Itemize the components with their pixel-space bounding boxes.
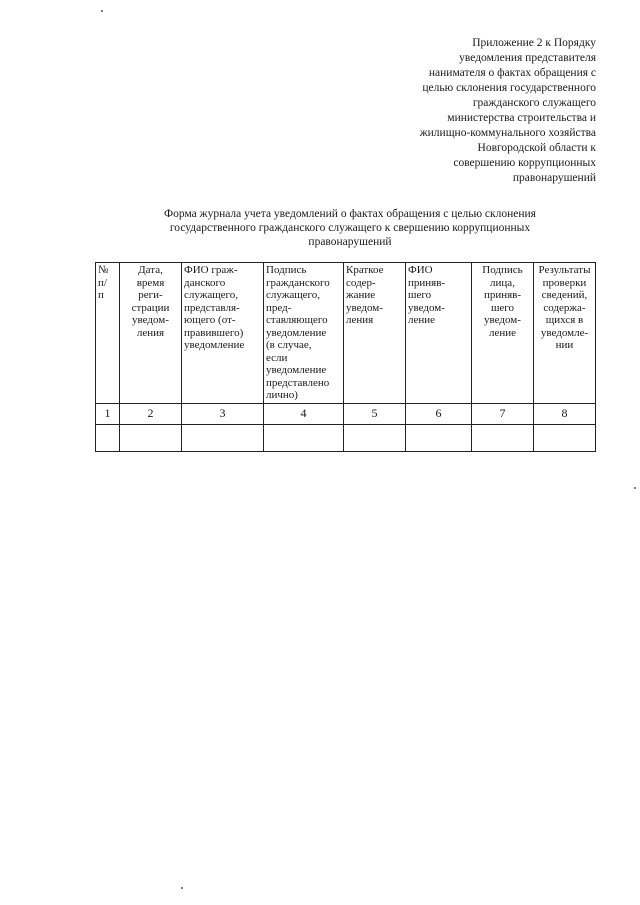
table-cell <box>534 424 596 451</box>
header-text-line: проверки <box>542 276 587 289</box>
column-number: 4 <box>264 403 344 424</box>
header-text-line: реги- <box>138 289 163 301</box>
header-cell-verification-results <box>534 263 596 404</box>
table-cell <box>96 424 120 451</box>
header-text-line: если <box>266 351 288 364</box>
header-text-line: ющего (от- <box>184 314 236 326</box>
appendix-line: правонарушений <box>512 172 596 184</box>
table-number-row <box>96 403 596 424</box>
appendix-line: нанимателя о фактах обращения с <box>428 67 596 79</box>
column-number: 1 <box>96 403 120 424</box>
form-title-line: государственного гражданского служащего к свершению коррупционных <box>169 222 531 234</box>
table-cell <box>182 424 264 451</box>
form-title <box>130 207 570 249</box>
column-number: 6 <box>406 403 472 424</box>
header-cell-summary <box>344 263 406 404</box>
header-text-line: Подпись <box>266 264 307 276</box>
column-number: 7 <box>472 403 534 424</box>
header-text-line: ление <box>408 314 436 326</box>
header-text-line: уведом- <box>484 314 521 326</box>
header-text-line: уведом- <box>346 301 383 314</box>
scan-speck <box>181 887 183 889</box>
scan-speck <box>101 10 103 12</box>
header-text-line: сведений, <box>541 289 588 301</box>
header-text-line: содержа- <box>543 301 586 314</box>
appendix-line: целью склонения государственного <box>422 82 596 94</box>
header-text-line: содер- <box>346 276 376 289</box>
header-cell-sender-name <box>182 263 264 404</box>
appendix-line: совершению коррупционных <box>453 157 596 169</box>
header-text-line: Подпись <box>482 264 523 276</box>
header-text-line: № <box>98 264 109 276</box>
header-text-line: жание <box>346 289 376 301</box>
header-text-line: данского <box>184 276 226 289</box>
table-header-row <box>96 263 596 404</box>
table-row <box>96 424 596 451</box>
header-text-line: приняв- <box>408 276 446 289</box>
column-number: 5 <box>344 403 406 424</box>
table-cell <box>344 424 406 451</box>
header-text-line: уведомле- <box>540 326 589 339</box>
header-text-line: ФИО <box>408 264 433 276</box>
header-text-line: нии <box>555 339 574 351</box>
form-title-line: правонарушений <box>308 236 392 248</box>
header-cell-receiver-signature <box>472 263 534 404</box>
header-text-line: уведомление <box>184 339 245 351</box>
header-text-line: уведом- <box>408 301 445 314</box>
header-text-line: пред- <box>266 301 292 314</box>
header-text-line: щихся в <box>545 314 584 326</box>
header-text-line: уведомление <box>266 326 327 339</box>
header-text-line: шего <box>408 289 432 301</box>
header-text-line: представлено <box>266 376 330 389</box>
header-text-line: п/ <box>98 276 107 289</box>
appendix-note <box>356 36 596 186</box>
header-cell-sender-signature <box>264 263 344 404</box>
appendix-line: гражданского служащего <box>472 97 596 109</box>
header-text-line: шего <box>490 301 515 314</box>
header-text-line: лица, <box>490 276 515 289</box>
header-text-line: время <box>136 276 165 289</box>
header-text-line: служащего, <box>184 289 239 301</box>
header-text-line: служащего, <box>266 289 321 301</box>
header-text-line: ления <box>136 326 165 339</box>
header-text-line: правившего) <box>184 326 244 339</box>
header-text-line: Дата, <box>138 264 163 276</box>
header-cell-number <box>96 263 120 404</box>
table-cell <box>472 424 534 451</box>
header-text-line: уведомление <box>266 364 327 376</box>
header-text-line: лично) <box>266 389 298 401</box>
header-text-line: гражданского <box>266 276 330 289</box>
column-number: 8 <box>534 403 596 424</box>
appendix-line: Приложение 2 к Порядку <box>472 37 596 49</box>
header-cell-registration-date <box>120 263 182 404</box>
appendix-line: уведомления представителя <box>459 52 596 64</box>
table-cell <box>406 424 472 451</box>
form-title-line: Форма журнала учета уведомлений о фактах обращения с целью склонения <box>164 208 536 220</box>
header-text-line: страции <box>131 301 170 314</box>
header-text-line: представля- <box>184 301 240 314</box>
header-text-line: уведом- <box>132 314 169 326</box>
appendix-line: министерства строительства и <box>447 112 596 124</box>
header-text-line: ставляющего <box>266 314 328 326</box>
header-text-line: Результаты <box>538 264 591 276</box>
appendix-line: жилищно-коммунального хозяйства <box>419 127 596 139</box>
journal-table <box>95 262 596 452</box>
header-cell-receiver-name <box>406 263 472 404</box>
header-text-line: ление <box>488 326 517 339</box>
header-text-line: (в случае, <box>266 339 312 351</box>
table-cell <box>120 424 182 451</box>
header-text-line: ления <box>346 314 374 326</box>
column-number: 2 <box>120 403 182 424</box>
scan-speck <box>634 487 636 489</box>
header-text-line: ФИО граж- <box>184 264 238 276</box>
header-text-line: п <box>98 289 104 301</box>
column-number: 3 <box>182 403 264 424</box>
header-text-line: приняв- <box>483 289 522 301</box>
table-cell <box>264 424 344 451</box>
appendix-line: Новгородской области к <box>477 142 596 154</box>
header-text-line: Краткое <box>346 264 384 276</box>
